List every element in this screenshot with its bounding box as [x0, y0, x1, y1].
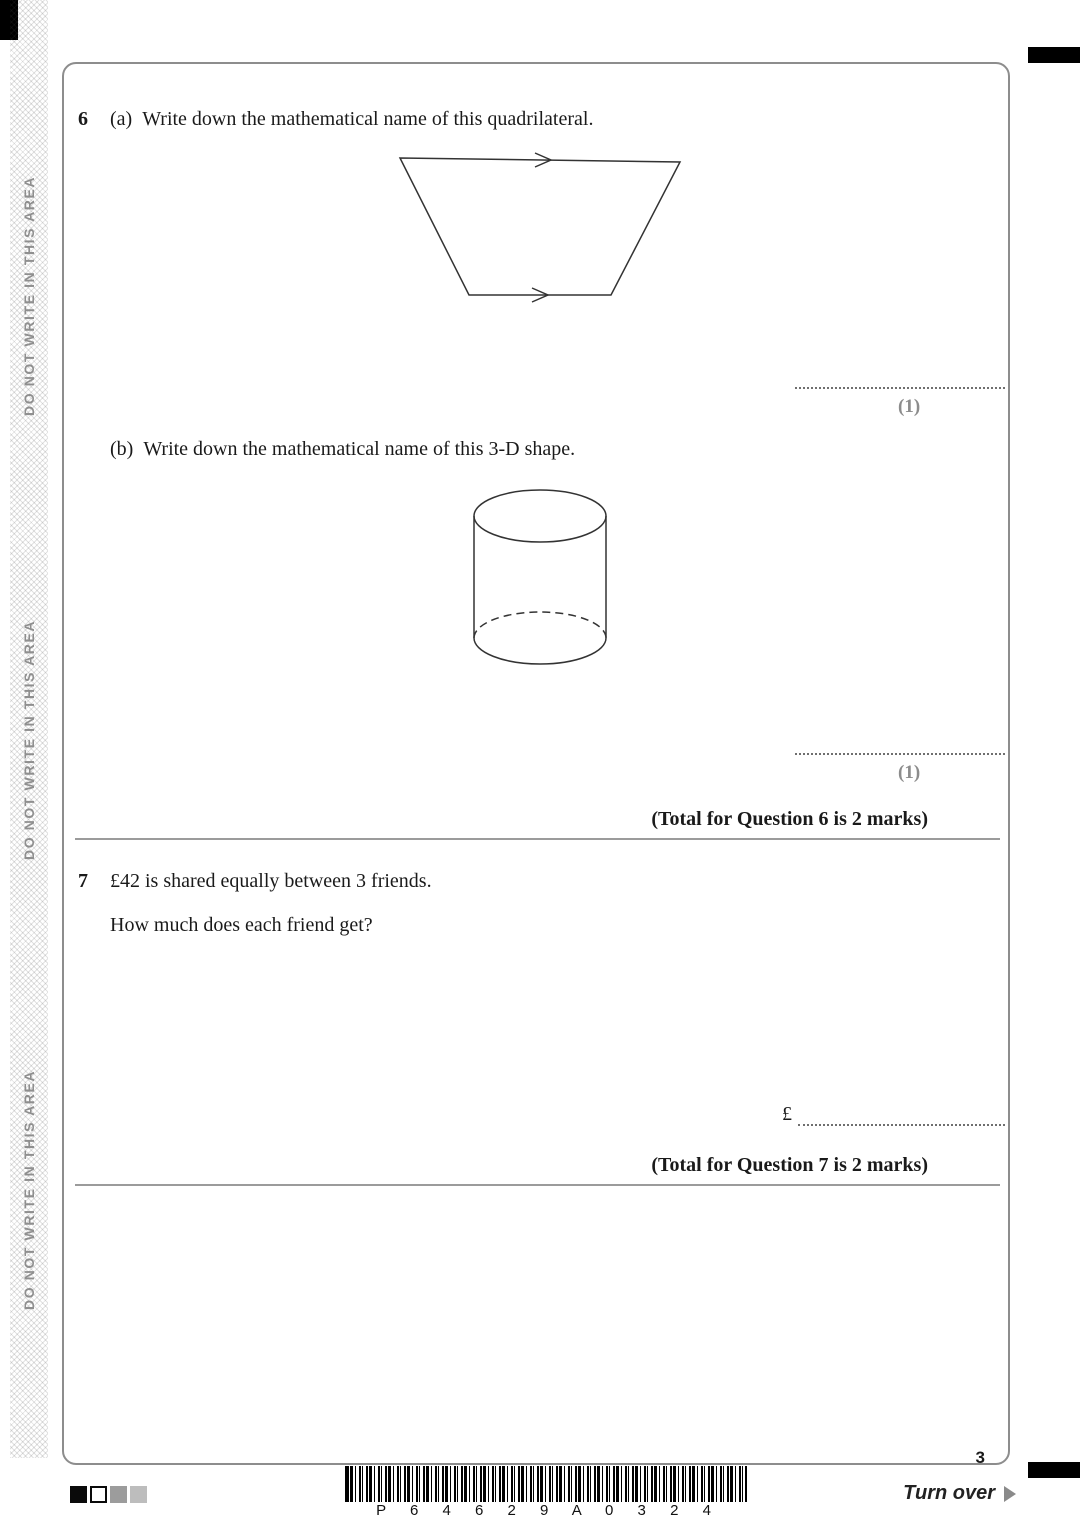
trapezium-figure: [385, 148, 695, 308]
registration-square-lightgray: [130, 1486, 147, 1503]
question-7-statement: £42 is shared equally between 3 friends.: [110, 870, 432, 892]
section-divider: [75, 1184, 1000, 1186]
section-divider: [75, 838, 1000, 840]
question-7-row: [78, 870, 432, 893]
question-6a-row: [78, 108, 593, 131]
edge-mark-top-right: [1028, 47, 1080, 63]
question-6a-text: Write down the mathematical name of this quadrilateral.: [142, 108, 594, 130]
do-not-write-text: DO NOT WRITE IN THIS AREA: [21, 619, 37, 860]
question-6b-text: Write down the mathematical name of this 3-D shape.: [143, 438, 576, 460]
cylinder-figure: [470, 486, 610, 676]
edge-mark-bottom-right: [1028, 1462, 1080, 1478]
registration-square-black: [70, 1486, 87, 1503]
turn-over-label: Turn over: [903, 1482, 995, 1504]
registration-square-gray: [110, 1486, 127, 1503]
turn-over-arrow-icon: [1004, 1486, 1016, 1502]
registration-square-white: [90, 1486, 107, 1503]
marks-6b: (1): [898, 762, 921, 783]
part-a-label: (a): [110, 108, 133, 130]
page-number: 3: [975, 1448, 985, 1467]
answer-line-6b: [795, 753, 1005, 755]
turn-over: [903, 1482, 1016, 1505]
question-7-total: (Total for Question 7 is 2 marks): [651, 1154, 928, 1176]
question-7-number: 7: [78, 870, 88, 892]
question-7-prompt-row: [110, 914, 373, 937]
question-7-prompt: How much does each friend get?: [110, 914, 373, 936]
question-6-total: (Total for Question 6 is 2 marks): [651, 808, 928, 830]
marks-6a: (1): [898, 396, 921, 417]
do-not-write-text: DO NOT WRITE IN THIS AREA: [21, 175, 37, 416]
answer-line-6a: [795, 387, 1005, 389]
do-not-write-strip: [10, 0, 48, 1458]
part-b-label: (b): [110, 438, 134, 460]
do-not-write-text: DO NOT WRITE IN THIS AREA: [21, 1069, 37, 1311]
question-6b-row: [110, 438, 575, 461]
question-6-number: 6: [78, 108, 88, 130]
barcode-text: P 6 4 6 2 9 A 0 3 2 4: [376, 1502, 712, 1519]
answer-line-7: [798, 1124, 1005, 1126]
currency-symbol: £: [782, 1103, 792, 1125]
barcode: [345, 1466, 747, 1502]
